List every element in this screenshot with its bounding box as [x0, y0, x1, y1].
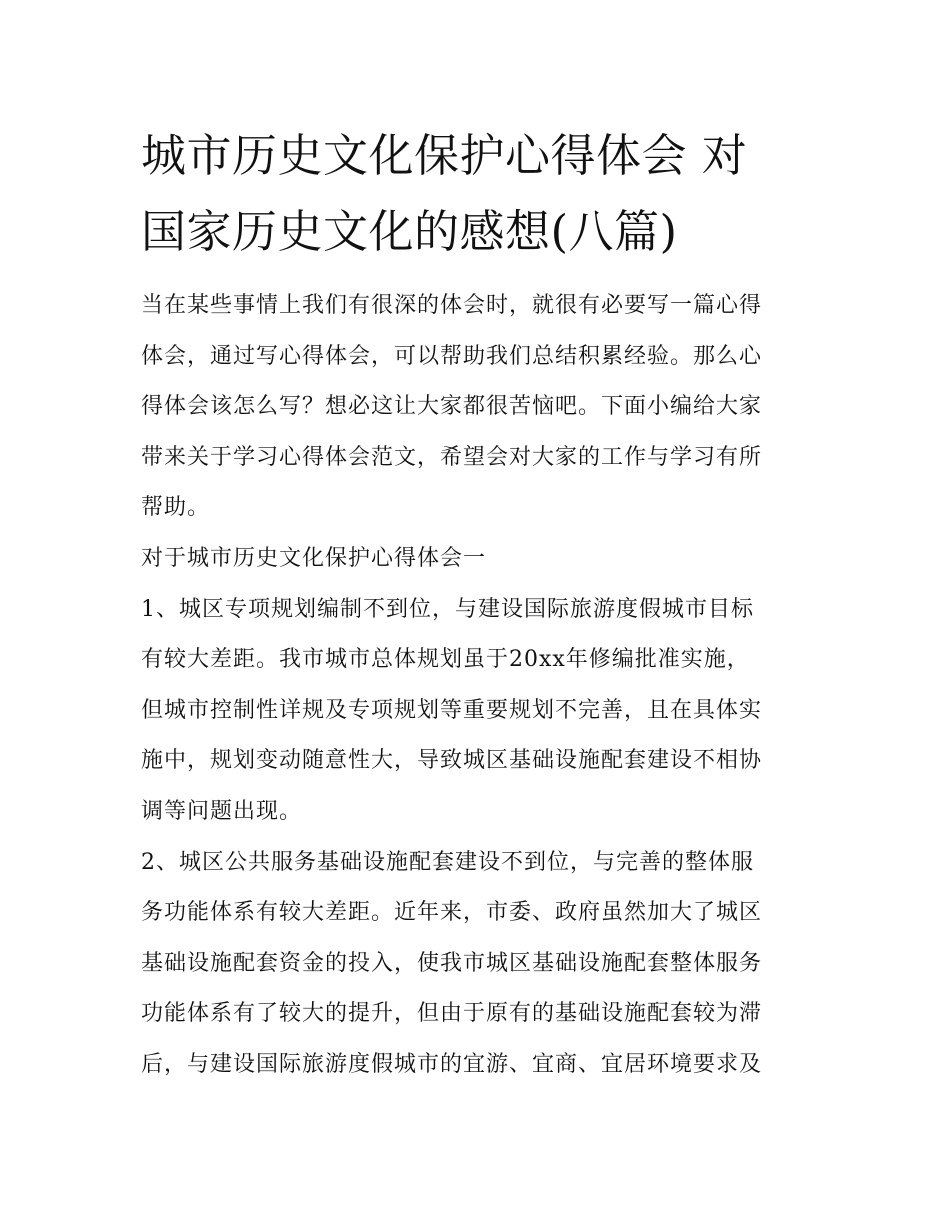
body-line: 当在某些事情上我们有很深的体会时，就很有必要写一篇心得 [141, 293, 763, 318]
body-line: 调等问题出现。 [141, 798, 303, 824]
body-line: 体会，通过写心得体会，可以帮助我们总结积累经验。那么心 [141, 343, 763, 369]
body-line: 有较大差距。我市城市总体规划虽于20xx年修编批准实施， [141, 647, 750, 673]
body-line: 基础设施配套资金的投入，使我市城区基础设施配套整体服务 [141, 950, 763, 976]
document-title [141, 118, 813, 270]
section-heading: 对于城市历史文化保护心得体会一 [141, 545, 487, 571]
body-line: 帮助。 [141, 495, 211, 521]
document-content [141, 118, 813, 1091]
body-line: 施中，规划变动随意性大，导致城区基础设施配套建设不相协 [141, 748, 763, 774]
body-line: 后，与建设国际旅游度假城市的宜游、宜商、宜居环境要求及 [141, 1051, 763, 1077]
title-line: 国家历史文化的感想(八篇) [141, 205, 678, 258]
title-line: 城市历史文化保护心得体会 对 [141, 129, 748, 182]
body-line: 1、城区专项规划编制不到位，与建设国际旅游度假城市目标 [141, 596, 754, 622]
body-line: 但城市控制性详规及专项规划等重要规划不完善，且在具体实 [141, 697, 763, 723]
body-line: 功能体系有了较大的提升，但由于原有的基础设施配套较为滞 [141, 1001, 763, 1027]
body-line: 务功能体系有较大差距。近年来，市委、政府虽然加大了城区 [141, 900, 763, 926]
document-body [141, 281, 813, 1091]
body-line: 得体会该怎么写？想必这让大家都很苦恼吧。下面小编给大家 [141, 394, 763, 420]
body-line: 带来关于学习心得体会范文，希望会对大家的工作与学习有所 [141, 444, 763, 470]
body-line: 2、城区公共服务基础设施配套建设不到位，与完善的整体服 [141, 849, 754, 875]
